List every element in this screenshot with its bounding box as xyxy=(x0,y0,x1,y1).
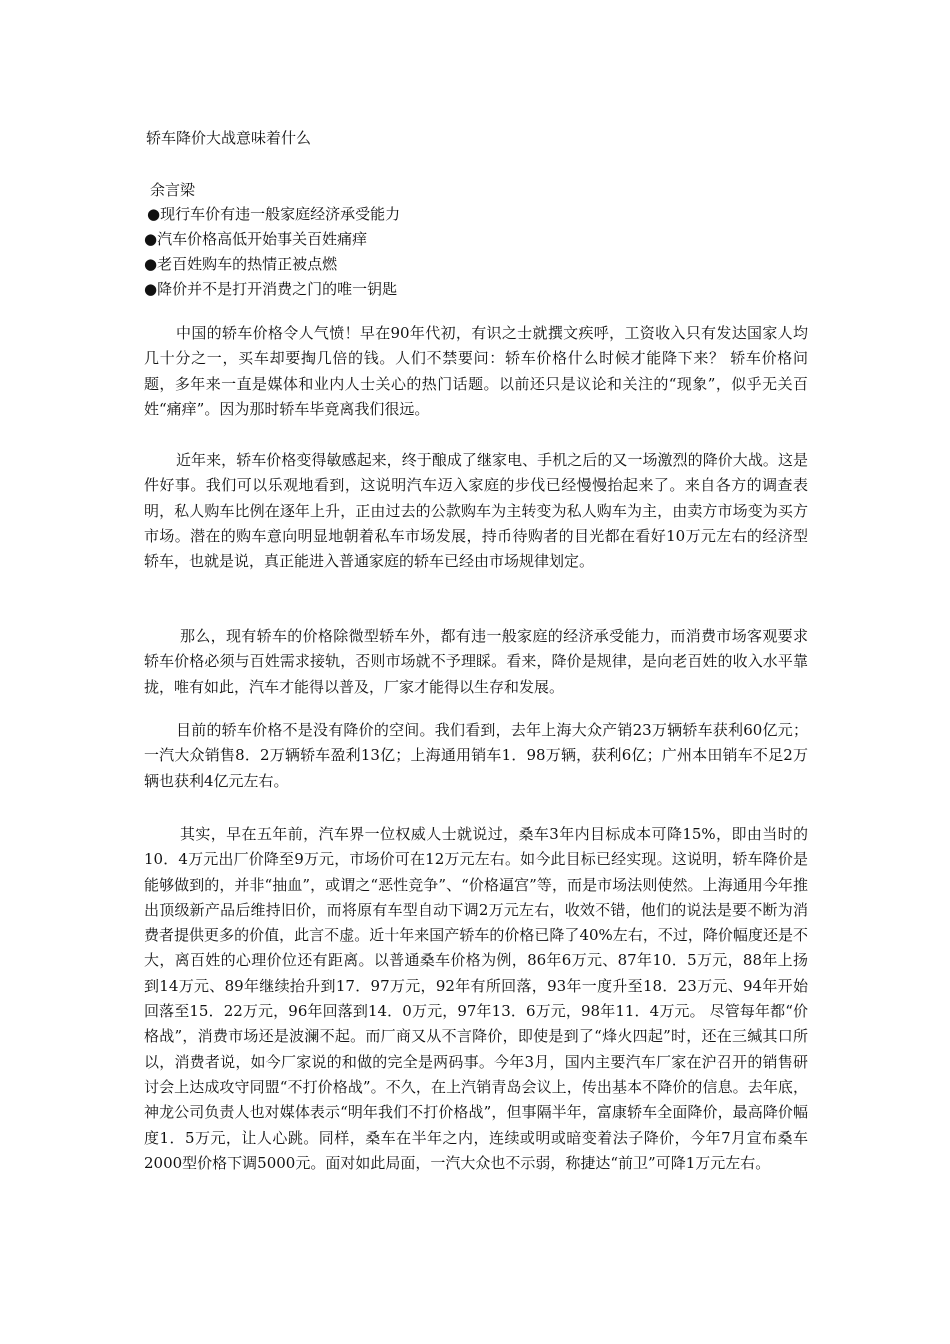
body-paragraph: 近年来，轿车价格变得敏感起来，终于酿成了继家电、手机之后的又一场激烈的降价大战。这是件好事。我们可以乐观地看到，这说明汽车迈入家庭的步伐已经慢慢抬起来了。来自各方的调查表明，私人购车比例在逐年上升，正由过去的公款购车为主转变为私人购车为主，由卖方市场变为买方市场。潜在的购车意向明显地朝着私车市场发展，持币待购者的目光都在看好10万元左右的经济型轿车，也就是说，真正能进入普通家庭的轿车已经由市场规律划定。 xyxy=(144,451,808,571)
article-title: 轿车降价大战意味着什么 xyxy=(146,129,312,147)
summary-bullet-list xyxy=(144,202,400,302)
summary-bullet: ●老百姓购车的热情正被点燃 xyxy=(144,255,338,273)
summary-bullet: ●降价并不是打开消费之门的唯一钥匙 xyxy=(144,280,398,298)
body-paragraph: 中国的轿车价格令人气愤！早在90年代初，有识之士就撰文疾呼，工资收入只有发达国家人均几十分之一，买车却要掏几倍的钱。人们不禁要问：轿车价格什么时候才能降下来？ 轿车价格问题，多年来一直是媒体和业内人士关心的热门话题。以前还只是议论和关注的“现象”，似乎无关百姓“痛痒”。因为那时轿车毕竟离我们很远。 xyxy=(144,324,808,418)
body-paragraph: 那么，现有轿车的价格除微型轿车外，都有违一般家庭的经济承受能力，而消费市场客观要求轿车价格必须与百姓需求接轨，否则市场就不予理睬。看来，降价是规律，是向老百姓的收入水平靠拢，唯有如此，汽车才能得以普及，厂家才能得以生存和发展。 xyxy=(144,627,808,696)
summary-bullet: ●现行车价有违一般家庭经济承受能力 xyxy=(147,205,401,223)
summary-bullet: ●汽车价格高低开始事关百姓痛痒 xyxy=(144,230,368,248)
article-author: 余言梁 xyxy=(150,181,196,199)
body-paragraph: 目前的轿车价格不是没有降价的空间。我们看到，去年上海大众产销23万辆轿车获利60亿元；一汽大众销售8．2万辆轿车盈利13亿；上海通用销车1．98万辆，获利6亿；广州本田销车不足2万辆也获利4亿元左右。 xyxy=(144,721,808,790)
body-paragraph: 其实，早在五年前，汽车界一位权威人士就说过，桑车3年内目标成本可降15%，即由当时的10．4万元出厂价降至9万元，市场价可在12万元左右。如今此目标已经实现。这说明，轿车降价是能够做到的，并非“抽血”，或谓之“恶性竞争”、“价格逼宫”等，而是市场法则使然。上海通用今年推出顶级新产品后维持旧价，而将原有车型自动下调2万元左右，收效不错，他们的说法是要不断为消费者提供更多的价值，此言不虚。近十年来国产轿车的价格已降了40%左右，不过，降价幅度还是不大，离百姓的心理价位还有距离。以普通桑车价格为例，86年6万元、87年10．5万元，88年上扬到14万元、89年继续抬升到17．97万元，92年有所回落，93年一度升至18．23万元、94年开始回落至15．22万元，96年回落到14．0万元，97年13．6万元，98年11．4万元。 尽管每年都“价格战”，消费市场还是波澜不起。而厂商又从不言降价，即使是到了“烽火四起”时，还在三缄其口所以，消费者说，如今厂家说的和做的完全是两码事。今年3月，国内主要汽车厂家在沪召开的销售研讨会上达成攻守同盟“不打价格战”。不久，在上汽销青岛会议上，传出基本不降价的信息。去年底，神龙公司负责人也对媒体表示“明年我们不打价格战”，但事隔半年，富康轿车全面降价，最高降价幅度1．5万元，让人心跳。同样，桑车在半年之内，连续或明或暗变着法子降价，今年7月宣布桑车2000型价格下调5000元。面对如此局面，一汽大众也不示弱，称捷达“前卫”可降1万元左右。 xyxy=(144,825,808,1172)
